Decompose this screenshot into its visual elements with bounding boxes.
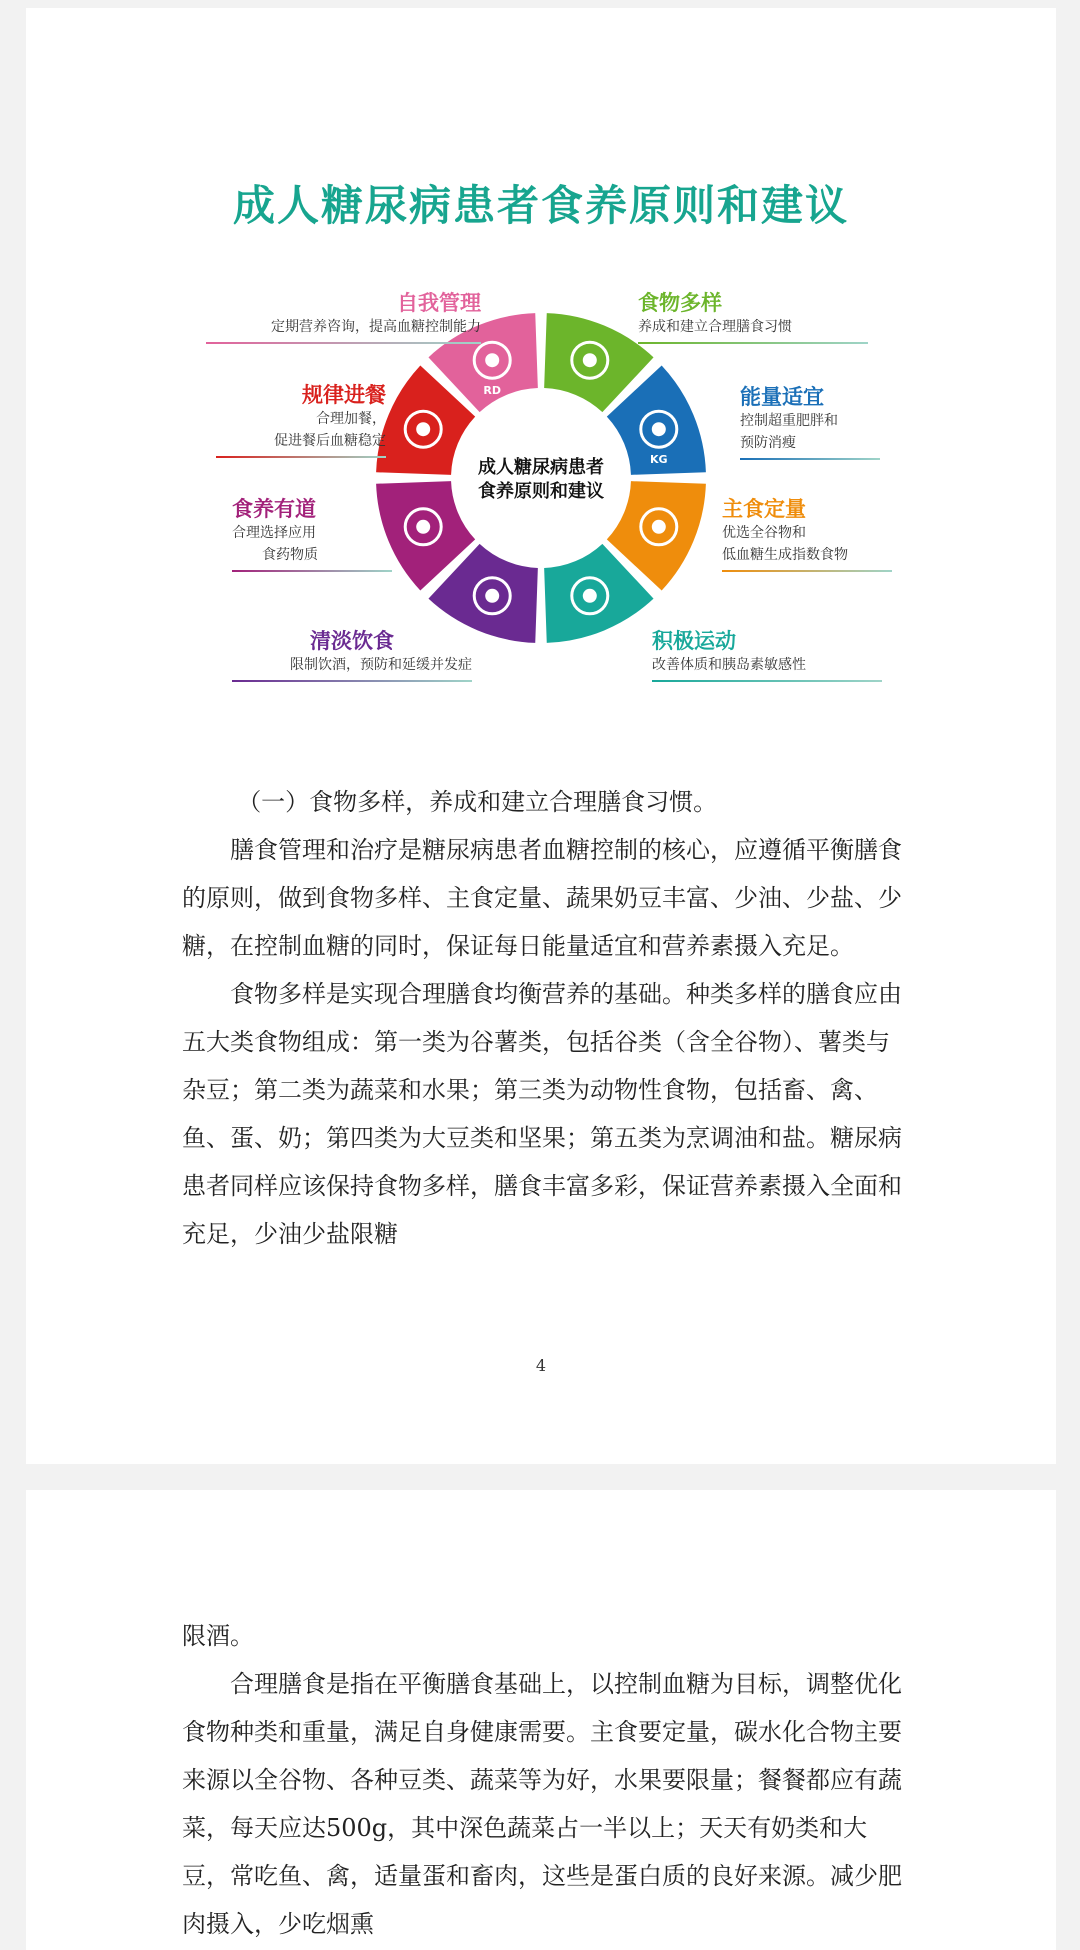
label-desc: 养成和建立合理膳食习惯 bbox=[638, 319, 792, 335]
label-desc: 食药物质 bbox=[262, 547, 318, 563]
label-desc: 定期营养咨询，提高血糖控制能力 bbox=[271, 319, 481, 335]
label-self-management bbox=[206, 290, 481, 344]
label-title: 清淡饮食 bbox=[310, 629, 394, 653]
wheel-center-label bbox=[441, 456, 641, 504]
paragraph: 膳食管理和治疗是糖尿病患者血糖控制的核心，应遵循平衡膳食的原则，做到食物多样、主食定量、蔬果奶豆丰富、少油、少盐、少糖，在控制血糖的同时，保证每日能量适宜和营养素摄入充足。 bbox=[182, 836, 902, 960]
label-title: 自我管理 bbox=[397, 291, 481, 315]
label-title: 食物多样 bbox=[638, 291, 722, 315]
scale-kg-text: KG bbox=[650, 453, 668, 467]
label-energy bbox=[740, 384, 880, 460]
label-title: 食养有道 bbox=[232, 497, 316, 521]
label-title: 积极运动 bbox=[652, 629, 736, 653]
label-food-variety bbox=[638, 290, 868, 344]
label-underline bbox=[740, 458, 880, 460]
label-light-diet bbox=[232, 628, 472, 682]
label-underline bbox=[722, 570, 892, 572]
paragraph: 食物多样是实现合理膳食均衡营养的基础。种类多样的膳食应由五大类食物组成：第一类为谷薯类，包括谷类（含全谷物）、薯类与杂豆；第二类为蔬菜和水果；第三类为动物性食物，包括畜、禽、鱼、蛋、奶；第四类为大豆类和坚果；第五类为烹调油和盐。糖尿病患者同样应该保持食物多样，膳食丰富多彩，保证营养素摄入全面和充足，少油少盐限糖 bbox=[182, 980, 902, 1248]
label-desc: 低血糖生成指数食物 bbox=[722, 547, 848, 563]
label-food-medicine bbox=[232, 496, 392, 572]
label-underline bbox=[232, 570, 392, 572]
label-regular-meals bbox=[216, 382, 386, 458]
label-desc: 改善体质和胰岛素敏感性 bbox=[652, 657, 806, 673]
label-desc: 促进餐后血糖稳定 bbox=[274, 433, 386, 449]
label-underline bbox=[232, 680, 472, 682]
wheel-center-line-1: 成人糖尿病患者 bbox=[478, 457, 604, 478]
section-heading: （一）食物多样，养成和建立合理膳食习惯。 bbox=[237, 788, 718, 816]
label-desc: 合理加餐， bbox=[316, 411, 386, 427]
paragraph-continuation: 限酒。 bbox=[182, 1622, 254, 1650]
document-page-2 bbox=[26, 1490, 1056, 1950]
infographic-title: 成人糖尿病患者食养原则和建议 bbox=[232, 181, 849, 230]
paragraph: 合理膳食是指在平衡膳食基础上，以控制血糖为目标，调整优化食物种类和重量，满足自身健康需要。主食要定量，碳水化合物主要来源以全谷物、各种豆类、蔬菜等为好，水果要限量；餐餐都应有蔬菜，每天应达500g，其中深色蔬菜占一半以上；天天有奶类和大豆，常吃鱼、禽，适量蛋和畜肉，这些是蛋白质的良好来源。减少肥肉摄入，少吃烟熏 bbox=[182, 1670, 902, 1938]
rd-text: RD bbox=[483, 384, 502, 398]
body-text-page-2 bbox=[182, 1612, 902, 1948]
label-desc: 预防消瘦 bbox=[740, 435, 796, 451]
wheel-center-line-2: 食养原则和建议 bbox=[478, 481, 604, 502]
label-desc: 控制超重肥胖和 bbox=[740, 413, 838, 429]
label-title: 规律进餐 bbox=[302, 383, 386, 407]
label-desc: 合理选择应用 bbox=[232, 525, 316, 541]
body-text-page-1 bbox=[182, 778, 902, 1258]
label-title: 主食定量 bbox=[722, 497, 806, 521]
label-underline bbox=[206, 342, 481, 344]
label-staple-food bbox=[722, 496, 892, 572]
label-title: 能量适宜 bbox=[740, 385, 824, 409]
page-number: 4 bbox=[535, 1356, 547, 1375]
label-underline bbox=[638, 342, 868, 344]
label-exercise bbox=[652, 628, 882, 682]
label-desc: 限制饮酒，预防和延缓并发症 bbox=[290, 657, 472, 673]
label-underline bbox=[216, 456, 386, 458]
label-desc: 优选全谷物和 bbox=[722, 525, 806, 541]
label-underline bbox=[652, 680, 882, 682]
principles-infographic bbox=[26, 278, 1056, 718]
document-page-1 bbox=[26, 8, 1056, 1464]
